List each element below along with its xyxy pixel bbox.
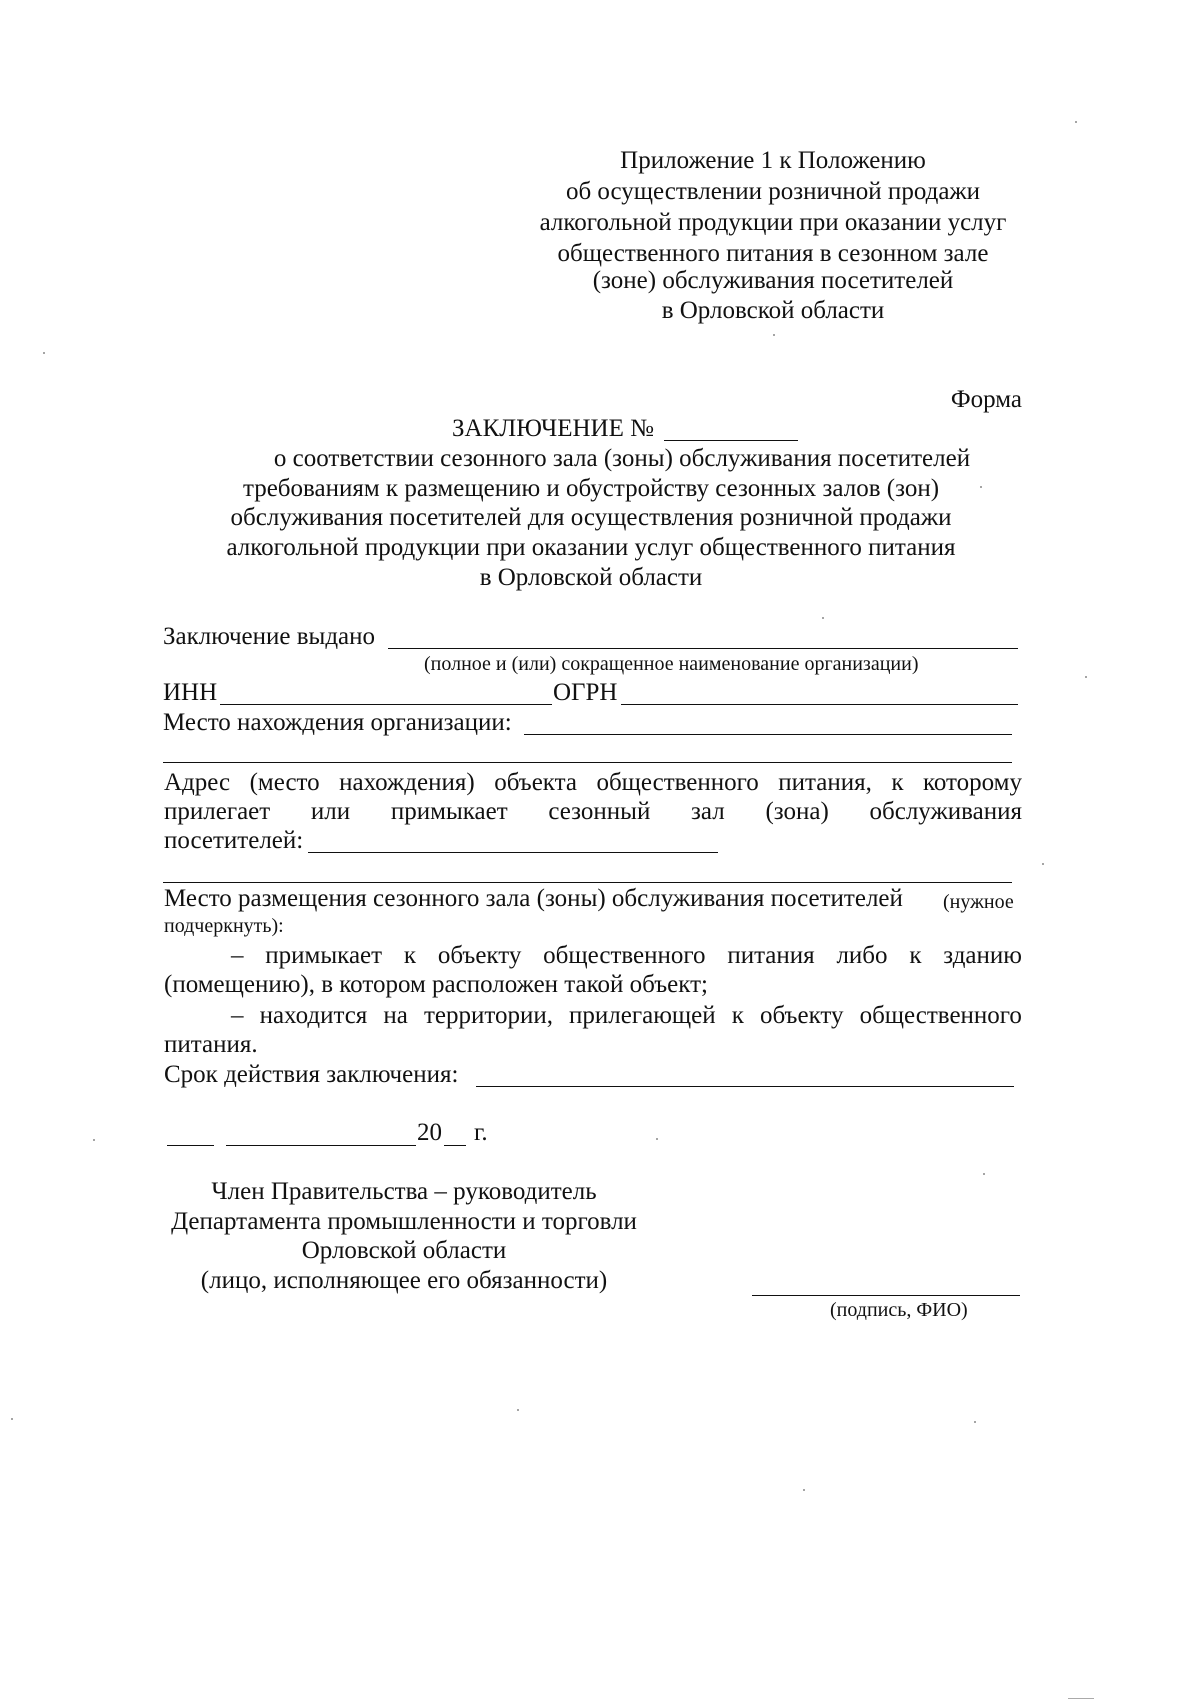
option-word: территории, bbox=[423, 1002, 553, 1029]
scan-speck bbox=[517, 1409, 519, 1411]
address-blank-line bbox=[308, 852, 718, 853]
issued-to-blank-line bbox=[388, 648, 1018, 649]
address-line-3: посетителей: bbox=[164, 827, 304, 854]
address-word: (зона) bbox=[765, 798, 829, 825]
scan-speck bbox=[656, 1138, 658, 1140]
scan-speck bbox=[1042, 863, 1044, 865]
location-label: Место нахождения организации: bbox=[163, 709, 512, 736]
address-word: примыкает bbox=[390, 798, 508, 825]
signatory-line: Орловской области bbox=[301, 1237, 507, 1264]
form-label: Форма bbox=[950, 386, 1022, 413]
scan-speck bbox=[93, 1139, 95, 1141]
appendix-line: алкогольной продукции при оказании услуг bbox=[539, 209, 1007, 236]
scan-speck bbox=[773, 334, 775, 336]
number-blank-line bbox=[664, 440, 798, 441]
address-line-1 bbox=[164, 768, 1022, 798]
address-word: Адрес bbox=[164, 769, 231, 796]
placement-note: (нужное bbox=[943, 891, 1014, 913]
document-title: ЗАКЛЮЧЕНИЕ № bbox=[452, 415, 654, 442]
option-word: питания bbox=[727, 942, 815, 969]
placement-label: Место размещения сезонного зала (зоны) обслуживания посетителей bbox=[164, 885, 903, 912]
option-word: общественного bbox=[543, 942, 706, 969]
scan-speck bbox=[974, 1421, 976, 1423]
scan-speck bbox=[980, 486, 982, 488]
scan-speck bbox=[43, 352, 45, 354]
signatory-line: (лицо, исполняющее его обязанности) bbox=[200, 1267, 608, 1294]
date-year-prefix: 20 bbox=[417, 1119, 442, 1146]
placement-option-2 bbox=[231, 1001, 1022, 1031]
address-word: зал bbox=[691, 798, 725, 825]
scan-speck bbox=[803, 1489, 805, 1491]
option-word: зданию bbox=[943, 942, 1022, 969]
subtitle-line: алкогольной продукции при оказании услуг общественного питания bbox=[226, 534, 956, 561]
address-line-2 bbox=[164, 797, 1022, 827]
address-word: сезонный bbox=[548, 798, 651, 825]
address-word: которому bbox=[923, 769, 1022, 796]
address-word: к bbox=[891, 769, 904, 796]
option-word: к bbox=[731, 1002, 744, 1029]
option-word: – bbox=[231, 1002, 244, 1029]
ogrn-label: ОГРН bbox=[553, 679, 618, 706]
subtitle-line: в Орловской области bbox=[479, 564, 703, 591]
option-word: примыкает bbox=[265, 942, 383, 969]
address-blank-line-2 bbox=[163, 882, 1012, 883]
scan-speck bbox=[1075, 121, 1077, 123]
scan-speck bbox=[822, 617, 824, 619]
option-word: общественного bbox=[859, 1002, 1022, 1029]
placement-option-1 bbox=[231, 941, 1022, 971]
validity-label: Срок действия заключения: bbox=[164, 1061, 459, 1088]
location-blank-line-2 bbox=[163, 762, 1012, 763]
option-word: к bbox=[909, 942, 922, 969]
scan-speck bbox=[1085, 676, 1087, 678]
location-blank-line bbox=[524, 734, 1012, 735]
subtitle-line: обслуживания посетителей для осуществления розничной продажи bbox=[230, 504, 952, 531]
scan-speck bbox=[11, 1418, 13, 1420]
inn-label: ИНН bbox=[163, 679, 218, 706]
ogrn-blank-line bbox=[621, 704, 1018, 705]
option-word: – bbox=[231, 942, 244, 969]
address-word: или bbox=[310, 798, 351, 825]
appendix-line: об осуществлении розничной продажи bbox=[565, 178, 981, 205]
appendix-line: Приложение 1 к Положению bbox=[620, 147, 926, 174]
scan-edge-mark bbox=[1068, 1698, 1094, 1699]
placement-note-2: подчеркнуть): bbox=[164, 915, 284, 937]
option-word: либо bbox=[836, 942, 888, 969]
inn-blank-line bbox=[220, 704, 552, 705]
appendix-line: в Орловской области bbox=[661, 297, 885, 324]
address-word: обслуживания bbox=[869, 798, 1022, 825]
option-word: прилегающей bbox=[569, 1002, 716, 1029]
issued-to-label: Заключение выдано bbox=[163, 623, 376, 650]
address-word: нахождения) bbox=[339, 769, 475, 796]
appendix-line: (зоне) обслуживания посетителей bbox=[592, 267, 954, 294]
date-year-suffix: г. bbox=[474, 1119, 488, 1146]
subtitle-line: требованиям к размещению и обустройству сезонных залов (зон) bbox=[242, 475, 940, 502]
validity-blank-line bbox=[476, 1086, 1014, 1087]
option-word: объекту bbox=[437, 942, 522, 969]
date-day-blank bbox=[167, 1145, 214, 1146]
subtitle-line: о соответствии сезонного зала (зоны) обслуживания посетителей bbox=[273, 445, 971, 472]
option-word: объекту bbox=[759, 1002, 844, 1029]
placement-option-1-cont: (помещению), в котором расположен такой объект; bbox=[164, 971, 708, 998]
address-word: объекта bbox=[494, 769, 577, 796]
date-year-blank bbox=[444, 1145, 466, 1146]
address-word: питания, bbox=[778, 769, 872, 796]
address-word: общественного bbox=[596, 769, 759, 796]
signature-blank-line bbox=[752, 1295, 1020, 1296]
option-word: к bbox=[403, 942, 417, 969]
option-word: на bbox=[383, 1002, 408, 1029]
scan-speck bbox=[983, 1173, 985, 1175]
signatory-line: Член Правительства – руководитель bbox=[211, 1178, 597, 1205]
option-word: находится bbox=[259, 1002, 368, 1029]
address-word: прилегает bbox=[164, 798, 271, 825]
date-month-blank bbox=[226, 1145, 416, 1146]
signature-hint: (подпись, ФИО) bbox=[830, 1299, 968, 1321]
address-word: (место bbox=[249, 769, 320, 796]
appendix-line: общественного питания в сезонном зале bbox=[557, 240, 989, 267]
placement-option-2-cont: питания. bbox=[164, 1031, 258, 1058]
issued-to-hint: (полное и (или) сокращенное наименование организации) bbox=[424, 653, 919, 675]
signatory-line: Департамента промышленности и торговли bbox=[171, 1208, 637, 1235]
